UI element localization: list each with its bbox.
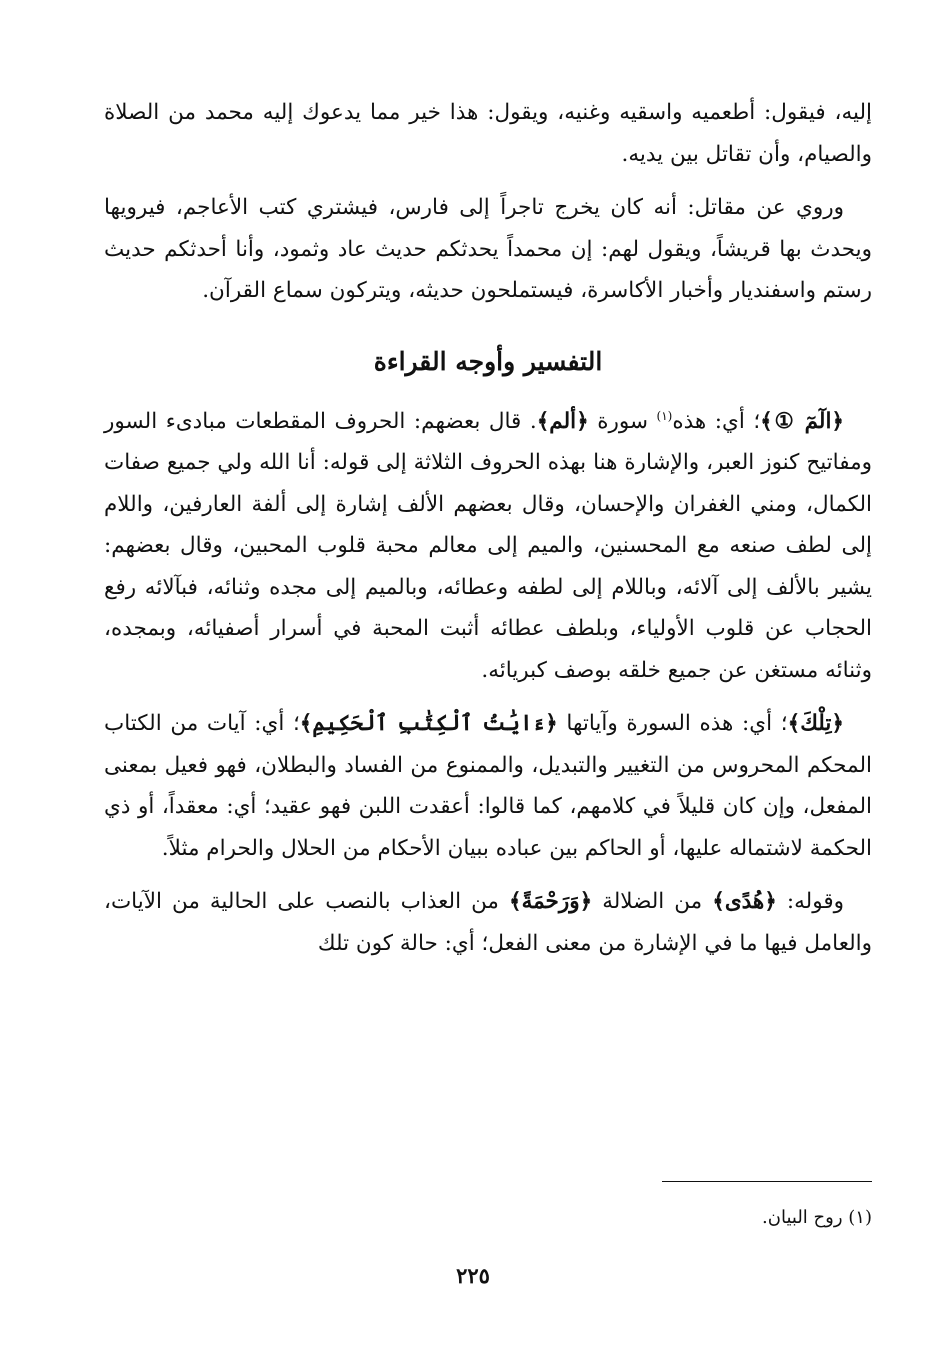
paragraph-text: سورة (588, 408, 657, 434)
quran-verse: ﴿هُدًى﴾ (712, 889, 777, 915)
paragraph-3 (104, 396, 872, 692)
paragraph-2: وروي عن مقاتل: أنه كان يخرج تاجراً إلى فارس، فيشتري كتب الأعاجم، فيرويها ويحدث بها قريشاً، ويقول لهم: إن محمداً يحدثكم حديث عاد وثمود، وأنا أحدثكم حديث رستم واسفنديار وأخبار الأكاسرة، فيستملحون حديثه، ويتركون سماع القرآن. (104, 195, 872, 303)
quran-verse: ﴿ألم﴾ (536, 408, 589, 434)
paragraph-4 (104, 703, 872, 869)
paragraph-text: ؛ أي: آيات من الكتاب المحكم المحروس من التغيير والتبديل، والممنوع من الفساد والبطلان، فهو فعيل بمعنى المفعل، وإن كان قليلاً في كلامهم، كما قالوا: أعقدت اللبن فهو عقيد؛ أي: معقداً، أو ذي الحكمة لاشتماله عليها، أو الحاكم بين عباده ببيان الأحكام من الحلال والحرام مثلاً. (104, 711, 872, 861)
paragraph-1: إليه، فيقول: أطعميه واسقيه وغنيه، ويقول: هذا خير مما يدعوك إليه محمد من الصلاة والصيام، وأن تقاتل بين يديه. (104, 100, 872, 167)
quran-verse: ﴿ءَايَٰتُ ٱلْكِتَٰبِ ٱلْحَكِيمِ﴾ (299, 711, 558, 737)
paragraph-5 (104, 881, 872, 964)
paragraph-text: ؛ أي: هذه (672, 408, 761, 434)
quran-verse: ﴿وَرَحْمَةً﴾ (508, 889, 593, 915)
footnote-divider (662, 1181, 872, 1182)
paragraph-text: . قال بعضهم: الحروف المقطعات مبادىء السور ومفاتيح كنوز العبر، والإشارة هنا بهذه الحروف الثلاثة إلى قوله: أنا الله ولي جميع صفات الكمال، ومني الغفران والإحسان، وقال بعضهم الألف إشارة إلى ألفة العارفين، واللام إلى لطف صنعه مع المحسنين، والميم إلى معالم محبة قلوب المحبين، وقال بعضهم: يشير بالألف إلى آلائه، وباللام إلى لطفه وعطائه، وبالميم إلى مجده وثنائه، فبآلائه رفع الحجاب عن قلوب الأولياء، وبلطف عطائه أثبت المحبة في أسرار أصفيائه، وبمجده، وثنائه مستغن عن جميع خلقه بوصف كبريائه. (104, 408, 872, 683)
footnote-number: (١) (848, 1207, 872, 1228)
footnote (372, 1203, 872, 1233)
footnote-marker: (١) (656, 408, 673, 423)
footnote-text: روح البيان. (762, 1207, 843, 1228)
page-number: ٢٢٥ (456, 1263, 490, 1288)
paragraph-text: من العذاب بالنصب على الحالية من الآيات، والعامل فيها ما في الإشارة من معنى الفعل؛ أي: حالة كون تلك (104, 889, 872, 956)
quran-verse: ﴿الٓمٓ ①﴾ (760, 408, 845, 434)
paragraph-text: ؛ أي: هذه السورة وآياتها (557, 711, 788, 737)
paragraph-text: من الضلالة (592, 889, 713, 915)
paragraph-text: وقوله: (776, 889, 844, 915)
quran-verse: ﴿تِلْكَ﴾ (787, 711, 845, 737)
page-body (104, 92, 872, 1364)
section-heading: التفسير وأوجه القراءة (373, 346, 603, 376)
